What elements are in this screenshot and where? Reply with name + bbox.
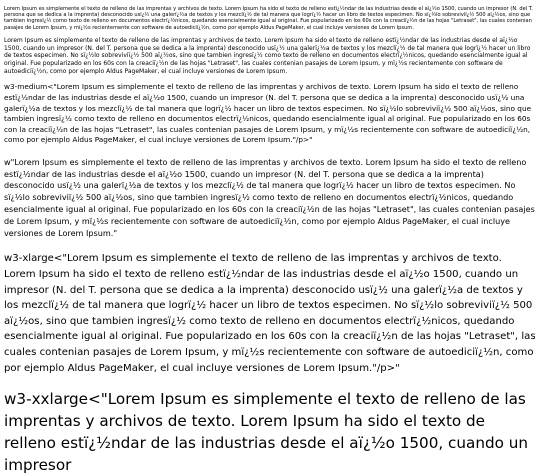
page — [0, 6, 540, 476]
paragraph-large: w"Lorem Ipsum es simplemente el texto de relleno de las imprentas y archivos de texto. Lorem Ipsum ha sido el texto de relleno estï¿½ndar de las industrias desde el aï¿½o 1500, cuando un impresor (N. del T. persona que se dedica a la imprenta) desconocido usï¿½ una galerï¿½a de textos y los mezclï¿½ de tal manera que logrï¿½ hacer un libro de textos especimen. No sï¿½lo sobreviviï¿½ 500 aï¿½os, sino que tambien ingresï¿½ como texto de relleno en documentos electrï¿½nicos, quedando esencialmente igual al original. Fue popularizado en los 60s con la creaciï¿½n de las hojas "Letraset", las cuales contenian pasajes de Lorem Ipsum, y mï¿½s recientemente con software de autoediciï¿½n, como por ejemplo Aldus PageMaker, el cual incluye versiones de Lorem Ipsum." — [4, 156, 535, 238]
paragraph-small: Lorem Ipsum es simplemente el texto de relleno de las imprentas y archivos de texto. Lorem Ipsum ha sido el texto de relleno estï¿½ndar de las industrias desde el aï¿½o 1500, cuando un impresor (N. del T. persona que se dedica a la imprenta) desconocido usï¿½ una galerï¿½a de textos y los mezclï¿½ de tal manera que logrï¿½ hacer un libro de textos especimen. No sï¿½lo sobreviviï¿½ 500 aï¿½os, sino que tambien ingresï¿½ como texto de relleno en documentos electrï¿½nicos, quedando esencialmente igual al original. Fue popularizado en los 60s con la creaciï¿½n de las hojas "Letraset", las cuales contenian pasajes de Lorem Ipsum, y mï¿½s recientemente con software de autoediciï¿½n, como por ejemplo Aldus PageMaker, el cual incluye versiones de Lorem Ipsum. — [4, 36, 531, 75]
paragraph-medium: w3-medium<"Lorem Ipsum es simplemente el texto de relleno de las imprentas y archivos de texto. Lorem Ipsum ha sido el texto de relleno estï¿½ndar de las industrias desde el aï¿½o 1500, cuando un impresor (N. del T. persona que se dedica a la imprenta) desconocido usï¿½ una galerï¿½a de textos y los mezclï¿½ de tal manera que logrï¿½ hacer un libro de textos especimen. No sï¿½lo sobreviviï¿½ 500 aï¿½os, sino que tambien ingresï¿½ como texto de relleno en documentos electrï¿½nicos, quedando esencialmente igual al original. Fue popularizado en los 60s con la creaciï¿½n de las hojas "Letraset", las cuales contenian pasajes de Lorem Ipsum, y mï¿½s recientemente con software de autoediciï¿½n, como por ejemplo Aldus PageMaker, el cual incluye versiones de Lorem Ipsum."/p>" — [4, 82, 532, 145]
paragraph-tiny: Lorem Ipsum es simplemente el texto de relleno de las imprentas y archivos de texto. Lorem Ipsum ha sido el texto de relleno estï¿½ndar de las industrias desde el aï¿½o 1500, cuando un impresor (N. del T. persona que se dedica a la imprenta) desconocido usï¿½ una galerï¿½a de textos y los mezclï¿½ de tal manera que logrï¿½ hacer un libro de textos especimen. No sï¿½lo sobreviviï¿½ 500 aï¿½os, sino que tambien ingresï¿½ como texto de relleno en documentos electrï¿½nicos, quedando esencialmente igual al original. Fue popularizado en los 60s con la creaciï¿½n de las hojas "Letraset", las cuales contenian pasajes de Lorem Ipsum, y mï¿½s recientemente con software de autoediciï¿½n, como por ejemplo Aldus PageMaker, el cual incluye versiones de Lorem Ipsum. — [4, 6, 533, 31]
paragraph-xxlarge: w3-xxlarge<"Lorem Ipsum es simplemente el texto de relleno de las imprentas y archivos de texto. Lorem Ipsum ha sido el texto de relleno estï¿½ndar de las industrias desde el aï¿½o 1500, cuando un impresor — [4, 390, 528, 474]
paragraph-xlarge: w3-xlarge<"Lorem Ipsum es simplemente el texto de relleno de las imprentas y archivos de texto. Lorem Ipsum ha sido el texto de relleno estï¿½ndar de las industrias desde el aï¿½o 1500, cuando un impresor (N. del T. persona que se dedica a la imprenta) desconocido usï¿½ una galerï¿½a de textos y los mezclï¿½ de tal manera que logrï¿½ hacer un libro de textos especimen. No sï¿½lo sobreviviï¿½ 500 aï¿½os, sino que tambien ingresï¿½ como texto de relleno en documentos electrï¿½nicos, quedando esencialmente igual al original. Fue popularizado en los 60s con la creaciï¿½n de las hojas "Letraset", las cuales contenian pasajes de Lorem Ipsum, y mï¿½s recientemente con software de autoediciï¿½n, como por ejemplo Aldus PageMaker, el cual incluye versiones de Lorem Ipsum."/p>" — [4, 253, 536, 374]
